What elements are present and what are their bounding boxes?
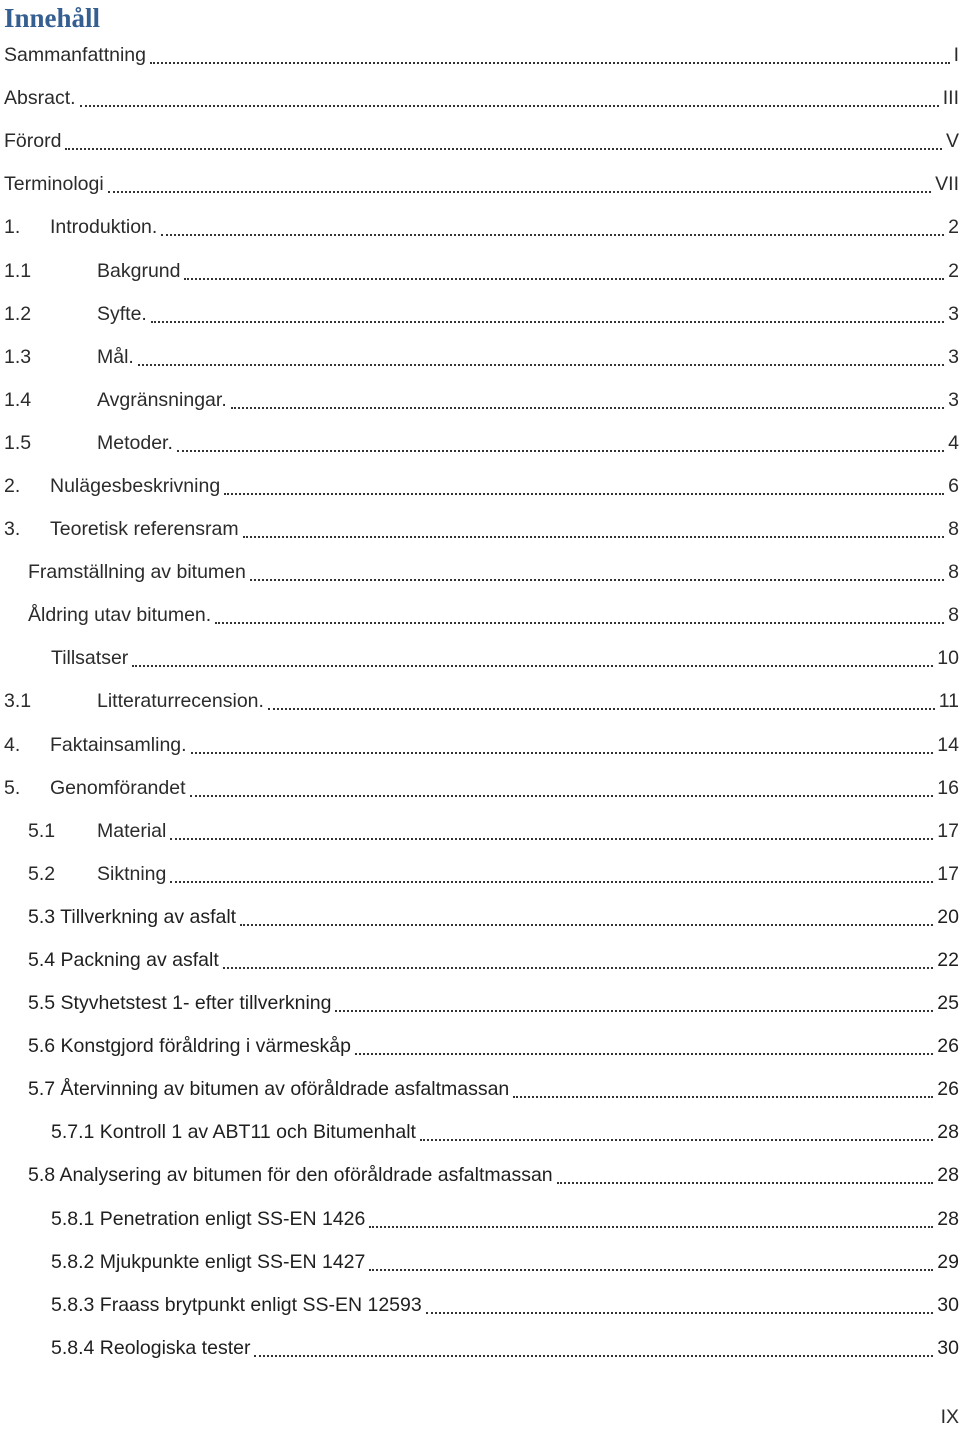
toc-entry-page: 4 <box>948 431 959 454</box>
toc-entry-label: Siktning <box>97 862 167 885</box>
toc-entry-number: 3. <box>4 518 21 541</box>
toc-entry-page: 30 <box>937 1293 959 1316</box>
dot-leader <box>513 1095 933 1098</box>
dot-leader <box>355 1052 933 1055</box>
dot-leader <box>557 1181 934 1184</box>
toc-entry-styvhetstest[interactable] <box>0 982 960 1025</box>
toc-entry-label: Syfte. <box>97 302 147 325</box>
toc-entry-page: 17 <box>937 819 959 842</box>
toc-entry-label: 5.6 Konstgjord föråldring i värmeskåp <box>28 1035 351 1058</box>
toc-entry-number: 1.2 <box>4 302 32 325</box>
toc-entry-terminologi[interactable] <box>0 163 960 206</box>
page-title: Innehåll <box>4 3 101 33</box>
toc-entry-label: Absract. <box>4 87 76 110</box>
toc-entry-metoder[interactable] <box>0 422 960 465</box>
toc-entry-page: 8 <box>948 518 959 541</box>
toc-entry-page: 20 <box>937 905 959 928</box>
toc-entry-avgransningar[interactable] <box>0 379 960 422</box>
toc-entry-label: 5.8 Analysering av bitumen för den oföråldrade asfaltmassan <box>28 1164 553 1187</box>
toc-entry-page: 28 <box>937 1207 959 1230</box>
toc-entry-page: 8 <box>948 604 959 627</box>
dot-leader <box>184 277 944 280</box>
table-of-contents <box>0 34 960 1370</box>
toc-entry-siktning[interactable] <box>0 853 960 896</box>
toc-entry-atervinning[interactable] <box>0 1068 960 1111</box>
toc-entry-number: 1.5 <box>4 431 32 454</box>
toc-entry-page: 26 <box>937 1035 959 1058</box>
toc-entry-number: 1. <box>4 216 21 239</box>
toc-entry-page: 29 <box>937 1250 959 1273</box>
dot-leader <box>150 61 950 64</box>
dot-leader <box>243 535 945 538</box>
dot-leader <box>215 621 944 624</box>
toc-entry-page: 22 <box>937 949 959 972</box>
toc-entry-page: 6 <box>948 474 959 497</box>
toc-entry-number: 5.2 <box>28 862 56 885</box>
dot-leader <box>170 837 933 840</box>
page-number: IX <box>940 1406 959 1428</box>
toc-entry-label: 5.8.2 Mjukpunkte enligt SS-EN 1427 <box>51 1250 366 1273</box>
toc-entry-label: Faktainsamling. <box>50 733 187 756</box>
toc-entry-syfte[interactable] <box>0 293 960 336</box>
toc-entry-number: 5. <box>4 776 21 799</box>
toc-entry-page: 2 <box>948 216 959 239</box>
dot-leader <box>132 664 933 667</box>
toc-entry-framstallning[interactable] <box>0 551 960 594</box>
toc-entry-label: 5.7.1 Kontroll 1 av ABT11 och Bitumenhalt <box>51 1121 416 1144</box>
toc-entry-page: 30 <box>937 1336 959 1359</box>
toc-entry-analysering[interactable] <box>0 1154 960 1197</box>
toc-entry-faktainsamling[interactable] <box>0 724 960 767</box>
toc-entry-label: 5.8.3 Fraass brytpunkt enligt SS-EN 12593 <box>51 1293 422 1316</box>
toc-entry-label: Åldring utav bitumen. <box>28 604 212 627</box>
toc-entry-nulagesbeskrivning[interactable] <box>0 465 960 508</box>
toc-entry-page: 3 <box>948 302 959 325</box>
toc-entry-label: Mål. <box>97 345 134 368</box>
dot-leader <box>108 190 931 193</box>
toc-entry-label: Litteraturrecension. <box>97 690 264 713</box>
toc-entry-label: Metoder. <box>97 431 173 454</box>
toc-entry-fraass[interactable] <box>0 1284 960 1327</box>
toc-entry-reologiska[interactable] <box>0 1327 960 1370</box>
dot-leader <box>254 1354 933 1357</box>
dot-leader <box>190 794 934 797</box>
toc-entry-number: 4. <box>4 733 21 756</box>
dot-leader <box>335 1009 933 1012</box>
toc-entry-tillverkning[interactable] <box>0 896 960 939</box>
dot-leader <box>240 923 933 926</box>
toc-entry-label: Teoretisk referensram <box>50 518 239 541</box>
dot-leader <box>420 1138 933 1141</box>
dot-leader <box>250 578 944 581</box>
toc-entry-penetration[interactable] <box>0 1198 960 1241</box>
toc-entry-page: 8 <box>948 561 959 584</box>
dot-leader <box>369 1268 933 1271</box>
toc-entry-label: Genomförandet <box>50 776 186 799</box>
toc-entry-packning[interactable] <box>0 939 960 982</box>
toc-entry-page: 2 <box>948 259 959 282</box>
toc-entry-introduktion[interactable] <box>0 206 960 249</box>
toc-entry-label: Framställning av bitumen <box>28 561 246 584</box>
toc-entry-label: 5.4 Packning av asfalt <box>28 949 219 972</box>
toc-entry-page: 28 <box>937 1121 959 1144</box>
dot-leader <box>191 751 934 754</box>
dot-leader <box>65 147 942 150</box>
toc-entry-page: I <box>953 44 959 67</box>
toc-entry-page: 3 <box>948 388 959 411</box>
dot-leader <box>268 707 935 710</box>
toc-entry-page: 17 <box>937 862 959 885</box>
toc-entry-bakgrund[interactable] <box>0 249 960 292</box>
dot-leader <box>161 233 944 236</box>
dot-leader <box>151 320 944 323</box>
toc-entry-page: 28 <box>937 1164 959 1187</box>
toc-entry-page: 16 <box>937 776 959 799</box>
toc-entry-kontroll[interactable] <box>0 1111 960 1154</box>
toc-entry-label: 5.8.4 Reologiska tester <box>51 1336 251 1359</box>
dot-leader <box>170 880 933 883</box>
toc-entry-page: 25 <box>937 992 959 1015</box>
toc-entry-number: 2. <box>4 474 21 497</box>
dot-leader <box>177 449 944 452</box>
toc-entry-material[interactable] <box>0 810 960 853</box>
toc-entry-page: III <box>942 87 959 110</box>
toc-entry-mal[interactable] <box>0 336 960 379</box>
toc-entry-number: 1.4 <box>4 388 32 411</box>
dot-leader <box>426 1311 934 1314</box>
toc-entry-aldring[interactable] <box>0 594 960 637</box>
toc-entry-label: Avgränsningar. <box>97 388 227 411</box>
toc-entry-number: 3.1 <box>4 690 32 713</box>
toc-entry-absract[interactable] <box>0 77 960 120</box>
toc-entry-number: 1.3 <box>4 345 32 368</box>
toc-entry-page: V <box>945 130 959 153</box>
toc-entry-konstgjord[interactable] <box>0 1025 960 1068</box>
toc-entry-litteraturrecension[interactable] <box>0 680 960 723</box>
toc-entry-page: 26 <box>937 1078 959 1101</box>
toc-entry-page: VII <box>935 173 959 196</box>
dot-leader <box>80 104 939 107</box>
toc-entry-label: Terminologi <box>4 173 104 196</box>
toc-entry-label: Sammanfattning <box>4 44 146 67</box>
toc-entry-mjukpunkte[interactable] <box>0 1241 960 1284</box>
toc-entry-label: 5.3 Tillverkning av asfalt <box>28 905 237 928</box>
dot-leader <box>224 492 944 495</box>
toc-entry-number: 5.1 <box>28 819 56 842</box>
dot-leader <box>223 966 934 969</box>
dot-leader <box>231 406 944 409</box>
toc-entry-label: Material <box>97 819 167 842</box>
toc-entry-label: Introduktion. <box>50 216 158 239</box>
toc-entry-teoretisk-referensram[interactable] <box>0 508 960 551</box>
toc-entry-genomforandet[interactable] <box>0 767 960 810</box>
toc-entry-label: 5.5 Styvhetstest 1- efter tillverkning <box>28 992 332 1015</box>
toc-entry-page: 11 <box>938 690 959 713</box>
toc-entry-tillsatser[interactable] <box>0 637 960 680</box>
toc-entry-label: 5.8.1 Penetration enligt SS-EN 1426 <box>51 1207 366 1230</box>
toc-entry-label: Nulägesbeskrivning <box>50 474 221 497</box>
toc-entry-page: 3 <box>948 345 959 368</box>
toc-entry-forord[interactable] <box>0 120 960 163</box>
toc-entry-sammanfattning[interactable] <box>0 34 960 77</box>
toc-entry-page: 10 <box>937 647 959 670</box>
toc-entry-number: 1.1 <box>4 259 32 282</box>
dot-leader <box>138 363 944 366</box>
toc-entry-label: Tillsatser <box>51 647 129 670</box>
toc-entry-page: 14 <box>937 733 959 756</box>
toc-entry-label: Bakgrund <box>97 259 181 282</box>
dot-leader <box>369 1225 933 1228</box>
toc-entry-label: 5.7 Återvinning av bitumen av oföråldrade asfaltmassan <box>28 1078 510 1101</box>
toc-entry-label: Förord <box>4 130 62 153</box>
